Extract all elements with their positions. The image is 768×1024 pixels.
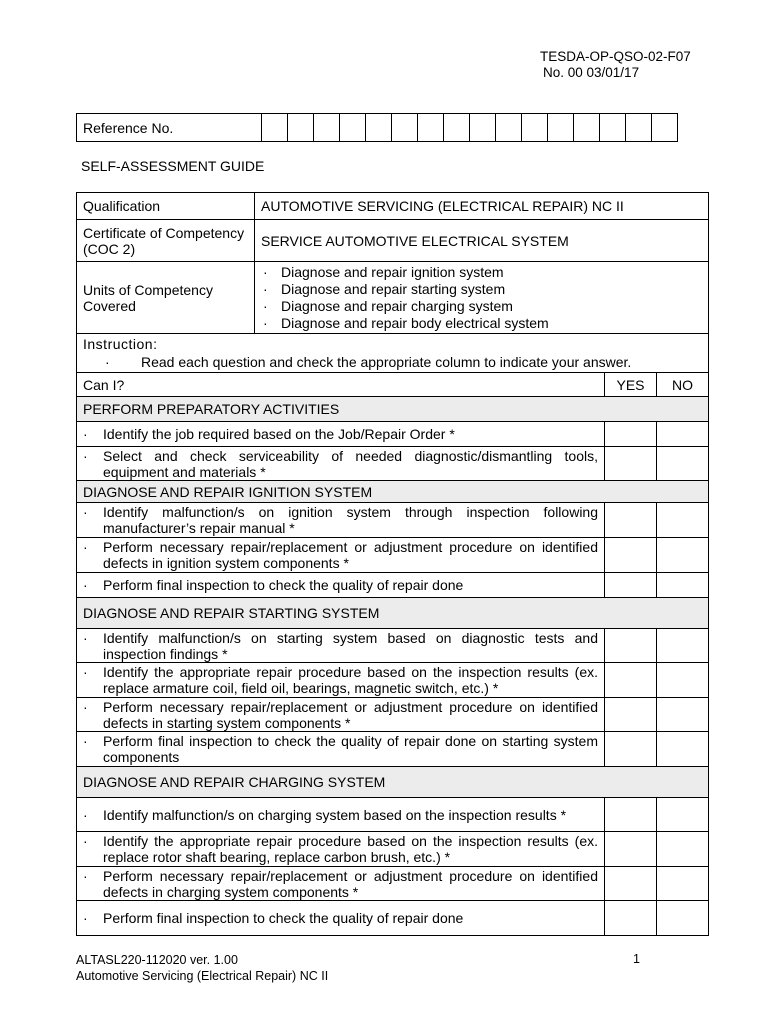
section-header: DIAGNOSE AND REPAIR IGNITION SYSTEM — [77, 481, 709, 503]
instruction-cell — [77, 334, 709, 373]
bullet: · — [83, 447, 88, 464]
section-header: PERFORM PREPARATORY ACTIVITIES — [77, 397, 709, 422]
question-text: Perform necessary repair/replacement or adjustment procedure on identified defects in ignition system components * — [103, 539, 598, 571]
question-text: Perform final inspection to check the quality of repair done — [103, 910, 464, 926]
question-cell — [77, 422, 605, 447]
question-text: Perform necessary repair/replacement or adjustment procedure on identified defects in charging system components * — [103, 867, 598, 900]
question-cell — [77, 573, 605, 598]
bullet: · — [83, 733, 88, 749]
question-row — [77, 422, 709, 447]
footer — [76, 952, 328, 984]
ref-digit-box[interactable] — [574, 114, 600, 142]
bullet: · — [83, 539, 88, 555]
revision-date: No. 00 03/01/17 — [543, 65, 640, 80]
yes-answer-cell[interactable] — [605, 447, 657, 481]
unit-item: · Diagnose and repair starting system — [263, 280, 506, 297]
bullet: · — [83, 806, 88, 823]
yes-answer-cell[interactable] — [605, 732, 657, 767]
yes-header: YES — [605, 373, 657, 397]
question-row — [77, 629, 709, 663]
reference-number-table — [76, 113, 678, 142]
bullet: · — [83, 833, 88, 849]
question-text: Identify malfunction/s on ignition system through inspection following manufacturer’s repair manual * — [103, 504, 598, 536]
ref-digit-box[interactable] — [288, 114, 314, 142]
coc-label: Certificate of Competency (COC 2) — [77, 220, 255, 262]
question-text: Identify malfunction/s on starting system based on diagnostic tests and inspection findings * — [103, 629, 598, 662]
question-text: Perform final inspection to check the quality of repair done — [103, 577, 464, 593]
no-answer-cell[interactable] — [657, 732, 709, 767]
no-answer-cell[interactable] — [657, 447, 709, 481]
bullet: · — [83, 504, 88, 520]
question-cell — [77, 663, 605, 698]
ref-digit-box[interactable] — [626, 114, 652, 142]
bullet: · — [83, 426, 88, 442]
yes-answer-cell[interactable] — [605, 663, 657, 698]
qualification-value: AUTOMOTIVE SERVICING (ELECTRICAL REPAIR) NC II — [255, 193, 709, 220]
question-cell — [77, 629, 605, 663]
question-cell — [77, 798, 605, 832]
no-answer-cell[interactable] — [657, 629, 709, 663]
question-text: Identify the appropriate repair procedure based on the inspection results (ex. replace armature coil, field oil, bearings, magnetic switch, etc.) * — [103, 664, 598, 696]
qualification-label: Qualification — [77, 193, 255, 220]
question-row — [77, 732, 709, 767]
question-cell — [77, 538, 605, 573]
yes-answer-cell[interactable] — [605, 503, 657, 538]
question-text: Identify the appropriate repair procedure based on the inspection results (ex. replace rotor shaft bearing, replace carbon brush, etc.) * — [103, 833, 598, 865]
no-answer-cell[interactable] — [657, 798, 709, 832]
ref-digit-box[interactable] — [600, 114, 626, 142]
instruction-bullet: · — [105, 354, 110, 370]
question-row — [77, 798, 709, 832]
question-row — [77, 573, 709, 598]
section-header: DIAGNOSE AND REPAIR CHARGING SYSTEM — [77, 767, 709, 798]
no-answer-cell[interactable] — [657, 698, 709, 732]
question-cell — [77, 901, 605, 936]
ref-digit-box[interactable] — [470, 114, 496, 142]
yes-answer-cell[interactable] — [605, 573, 657, 598]
yes-answer-cell[interactable] — [605, 698, 657, 732]
bullet: · — [83, 698, 88, 715]
form-code: TESDA-OP-QSO-02-F07 — [540, 49, 691, 64]
question-cell — [77, 867, 605, 901]
yes-answer-cell[interactable] — [605, 798, 657, 832]
yes-answer-cell[interactable] — [605, 629, 657, 663]
question-cell — [77, 503, 605, 538]
no-header: NO — [657, 373, 709, 397]
footer-qualification: Automotive Servicing (Electrical Repair) NC II — [76, 969, 329, 983]
no-answer-cell[interactable] — [657, 503, 709, 538]
bullet: · — [83, 577, 88, 593]
question-row — [77, 832, 709, 867]
reference-label: Reference No. — [77, 114, 262, 142]
ref-digit-box[interactable] — [444, 114, 470, 142]
question-cell — [77, 832, 605, 867]
question-text: Identify malfunction/s on charging system based on the inspection results * — [103, 806, 567, 823]
question-cell — [77, 698, 605, 732]
bullet: · — [83, 629, 88, 646]
question-row — [77, 503, 709, 538]
can-i-header: Can I? — [77, 373, 605, 397]
yes-answer-cell[interactable] — [605, 422, 657, 447]
question-cell — [77, 447, 605, 481]
unit-item: · Diagnose and repair ignition system — [263, 263, 504, 280]
yes-answer-cell[interactable] — [605, 538, 657, 573]
question-cell — [77, 732, 605, 767]
document-code — [540, 49, 691, 81]
question-row — [77, 901, 709, 936]
footer-code: ALTASL220-112020 ver. 1.00 — [76, 953, 238, 967]
no-answer-cell[interactable] — [657, 663, 709, 698]
question-text: Perform necessary repair/replacement or adjustment procedure on identified defects in starting system components * — [103, 698, 598, 731]
section-header: DIAGNOSE AND REPAIR STARTING SYSTEM — [77, 598, 709, 629]
question-row — [77, 447, 709, 481]
yes-answer-cell[interactable] — [605, 901, 657, 936]
ref-digit-box[interactable] — [548, 114, 574, 142]
ref-digit-box[interactable] — [496, 114, 522, 142]
ref-digit-box[interactable] — [392, 114, 418, 142]
units-list — [255, 262, 709, 334]
ref-digit-box[interactable] — [418, 114, 444, 142]
question-text: Perform final inspection to check the quality of repair done on starting system components — [103, 733, 598, 765]
page-number: 1 — [633, 952, 640, 966]
bullet: · — [83, 664, 88, 680]
ref-digit-box[interactable] — [262, 114, 288, 142]
question-text: Select and check serviceability of needed diagnostic/dismantling tools, equipment and materials * — [103, 447, 598, 480]
units-label: Units of Competency Covered — [77, 262, 255, 334]
assessment-table — [76, 192, 709, 936]
ref-digit-box[interactable] — [340, 114, 366, 142]
no-answer-cell[interactable] — [657, 573, 709, 598]
no-answer-cell[interactable] — [657, 538, 709, 573]
ref-digit-box[interactable] — [314, 114, 340, 142]
coc-value: SERVICE AUTOMOTIVE ELECTRICAL SYSTEM — [255, 220, 709, 262]
question-row — [77, 698, 709, 732]
ref-digit-box[interactable] — [652, 114, 678, 142]
no-answer-cell[interactable] — [657, 867, 709, 901]
question-row — [77, 663, 709, 698]
page-title: SELF-ASSESSMENT GUIDE — [81, 158, 265, 174]
unit-item: · Diagnose and repair charging system — [263, 297, 513, 314]
question-row — [77, 867, 709, 901]
no-answer-cell[interactable] — [657, 832, 709, 867]
no-answer-cell[interactable] — [657, 901, 709, 936]
ref-digit-box[interactable] — [522, 114, 548, 142]
instruction-label: Instruction: — [83, 336, 158, 352]
question-text: Identify the job required based on the Job/Repair Order * — [103, 426, 455, 442]
no-answer-cell[interactable] — [657, 422, 709, 447]
question-row — [77, 538, 709, 573]
yes-answer-cell[interactable] — [605, 867, 657, 901]
bullet: · — [83, 867, 88, 884]
ref-digit-box[interactable] — [366, 114, 392, 142]
yes-answer-cell[interactable] — [605, 832, 657, 867]
unit-item: · Diagnose and repair body electrical system — [263, 314, 549, 331]
instruction-text: Read each question and check the appropriate column to indicate your answer. — [141, 354, 632, 370]
bullet: · — [83, 910, 88, 926]
